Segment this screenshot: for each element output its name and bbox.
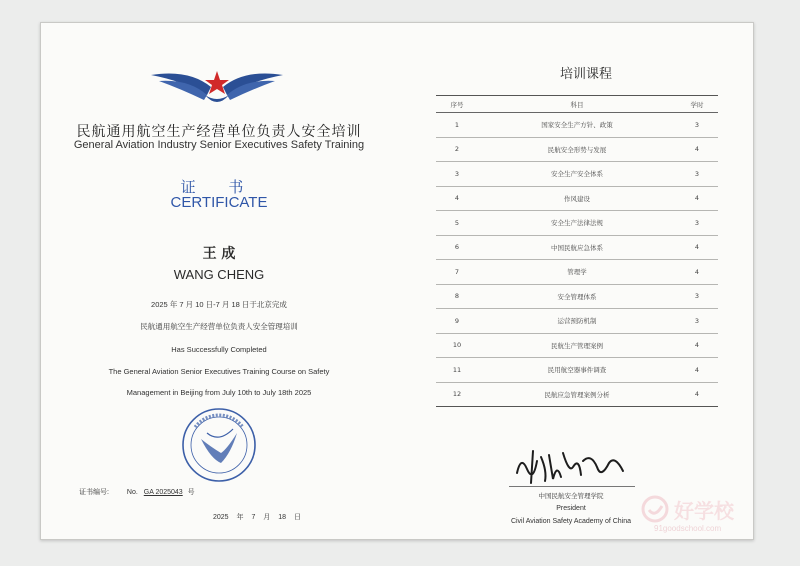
course-index: 9 [436, 309, 478, 334]
course-row [436, 284, 718, 309]
course-hours: 4 [676, 333, 718, 358]
certificate-sheet [40, 22, 754, 540]
statement-cn-line-1: 2025 年 7 月 10 日-7 月 18 日于北京完成 [151, 300, 287, 309]
civil-aviation-wings-logo [149, 65, 285, 115]
certificate-heading-english: CERTIFICATE [170, 194, 268, 211]
course-index: 12 [436, 382, 478, 407]
course-table-header [436, 96, 718, 113]
course-subject: 民航生产管理案例 [478, 333, 676, 358]
course-hours: 4 [676, 382, 718, 407]
course-hours: 3 [676, 211, 718, 236]
header-subject: 科目 [478, 96, 676, 113]
course-row [436, 358, 718, 383]
course-row [436, 186, 718, 211]
course-subject: 安全管理体系 [478, 284, 676, 309]
course-index: 1 [436, 113, 478, 138]
signatory-organization-english: Civil Aviation Safety Academy of China [510, 518, 632, 525]
course-subject: 国家安全生产方针、政策 [478, 113, 676, 138]
issue-date: 2025 年 7 月 18 日 [213, 514, 301, 521]
watermark-url: 91goodschool.com [654, 524, 722, 533]
watermark-logo-icon [640, 494, 674, 524]
holder-name-english: WANG CHENG [173, 267, 265, 282]
program-title-chinese: 民航通用航空生产经营单位负责人安全培训 [76, 124, 362, 140]
president-signature [511, 443, 631, 487]
course-hours: 3 [676, 113, 718, 138]
course-subject: 民航安全形势与发展 [478, 137, 676, 162]
course-subject: 作风建设 [478, 186, 676, 211]
course-index: 5 [436, 211, 478, 236]
certificate-number-value: GA 2025043 [143, 489, 183, 496]
course-hours: 4 [676, 235, 718, 260]
course-subject: 安全生产安全体系 [478, 162, 676, 187]
course-hours: 3 [676, 309, 718, 334]
course-index: 2 [436, 137, 478, 162]
statement-en-line-2: The General Aviation Senior Executives Training Course on Safety [108, 367, 330, 376]
header-index: 序号 [436, 96, 478, 113]
certificate-number-prefix: No. [126, 489, 138, 496]
course-index: 8 [436, 284, 478, 309]
signatory-organization-chinese: 中国民航安全管理学院 [538, 492, 604, 500]
statement-cn-line-2: 民航通用航空生产经营单位负责人安全管理培训 [140, 322, 298, 331]
signature-line [509, 486, 635, 487]
course-row [436, 333, 718, 358]
course-subject: 运营预防机制 [478, 309, 676, 334]
course-row [436, 382, 718, 407]
course-subject: 民航应急管理案例分析 [478, 382, 676, 407]
statement-en-line-3: Management in Beijing from July 10th to July 18th 2025 [126, 388, 312, 397]
signatory-title: President [556, 505, 586, 512]
course-subject: 安全生产法律法规 [478, 211, 676, 236]
course-index: 7 [436, 260, 478, 285]
course-row [436, 162, 718, 187]
course-hours: 4 [676, 358, 718, 383]
header-hours: 学时 [676, 96, 718, 113]
course-hours: 3 [676, 284, 718, 309]
certificate-number-suffix: 号 [187, 489, 195, 496]
course-subject: 民用航空器事件调查 [478, 358, 676, 383]
course-row [436, 113, 718, 138]
course-index: 3 [436, 162, 478, 187]
certificate-heading-chinese: 证 书 [180, 178, 258, 196]
course-subject: 中国民航应急体系 [478, 235, 676, 260]
course-row [436, 137, 718, 162]
holder-name-chinese: 王 成 [202, 246, 236, 262]
course-row [436, 211, 718, 236]
statement-en-line-1: Has Successfully Completed [171, 345, 267, 354]
course-index: 10 [436, 333, 478, 358]
course-hours: 4 [676, 260, 718, 285]
site-watermark [640, 494, 790, 554]
course-index: 6 [436, 235, 478, 260]
certificate-number [79, 487, 195, 497]
watermark-text: 好学校 [674, 498, 734, 523]
course-hours: 4 [676, 137, 718, 162]
course-table [436, 95, 718, 407]
program-title-english: General Aviation Industry Senior Executives Safety Training [73, 139, 365, 151]
course-index: 4 [436, 186, 478, 211]
course-hours: 4 [676, 186, 718, 211]
course-row [436, 235, 718, 260]
academy-seal-icon [181, 407, 257, 483]
certificate-number-label: 证书编号: [79, 489, 109, 496]
course-list-title: 培训课程 [559, 67, 612, 82]
course-index: 11 [436, 358, 478, 383]
course-subject: 管理学 [478, 260, 676, 285]
course-row [436, 260, 718, 285]
course-hours: 3 [676, 162, 718, 187]
course-row [436, 309, 718, 334]
